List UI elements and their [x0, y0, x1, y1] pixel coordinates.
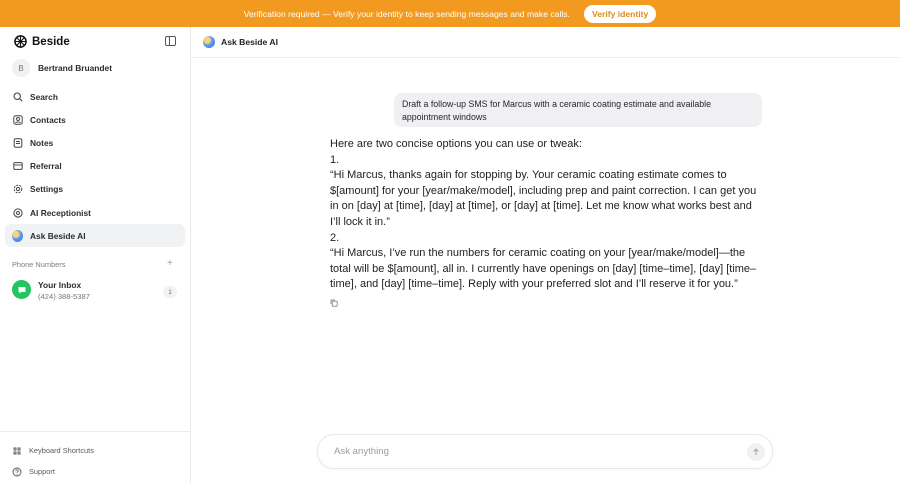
- verify-identity-button[interactable]: Verify identity: [584, 5, 656, 23]
- sidebar-item-ask-beside-ai[interactable]: [5, 224, 185, 247]
- main-panel: [191, 27, 900, 484]
- sidebar-item-label: AI Receptionist: [30, 207, 91, 218]
- inbox-phone-number: (424) 388-5387: [38, 292, 90, 301]
- sidebar-item-contacts[interactable]: [5, 108, 185, 131]
- notes-icon: [12, 137, 23, 148]
- phone-numbers-heading: Phone Numbers: [12, 260, 66, 269]
- sidebar-item-label: Ask Beside AI: [30, 230, 86, 241]
- response-intro: Here are two concise options you can use or tweak:: [330, 138, 582, 150]
- option-number: 2.: [330, 231, 340, 244]
- verification-banner: [0, 0, 900, 27]
- chat-composer: [317, 434, 773, 469]
- sidebar: [0, 27, 191, 484]
- copy-icon[interactable]: [330, 297, 338, 305]
- inbox-title: Your Inbox: [38, 280, 82, 290]
- foot-item-label: Support: [29, 467, 55, 476]
- sidebar-item-notes[interactable]: [5, 131, 185, 154]
- banner-message: Verification required — Verify your identity to keep sending messages and make calls.: [243, 8, 570, 19]
- keyboard-icon: [12, 446, 22, 456]
- inbox-chat-icon: [12, 280, 31, 299]
- ai-orb-icon: [12, 230, 23, 241]
- assistant-response: [330, 137, 765, 305]
- collapse-sidebar-icon[interactable]: [165, 36, 176, 46]
- sidebar-item-label: Notes: [30, 137, 54, 148]
- foot-item-label: Keyboard Shortcuts: [29, 446, 94, 455]
- option-text: “Hi Marcus, I’ve run the numbers for ceramic coating on your [year/make/model]—the total will be $[amount], all in. I currently have openings on [day] [time–time], [day] [time–time], and [day] [time–time]. Reply with your preferred slot and I’ll reserve it for you.”: [330, 247, 757, 291]
- chat-header: [191, 27, 900, 58]
- keyboard-shortcuts-link[interactable]: [0, 440, 190, 461]
- sidebar-item-settings[interactable]: [5, 178, 185, 201]
- referral-icon: [12, 161, 23, 172]
- option-number: 1.: [330, 153, 340, 166]
- help-icon: [12, 467, 22, 477]
- add-phone-number-icon[interactable]: +: [167, 258, 173, 269]
- receptionist-icon: [12, 207, 23, 218]
- inbox-item[interactable]: [12, 280, 182, 301]
- brand-logo[interactable]: [14, 35, 70, 48]
- page-title: Ask Beside AI: [221, 37, 278, 47]
- arrow-up-icon: [752, 448, 760, 456]
- sidebar-item-referral[interactable]: [5, 155, 185, 178]
- sidebar-item-search[interactable]: [5, 85, 185, 108]
- brand-name: Beside: [32, 35, 70, 48]
- sidebar-nav: [5, 85, 185, 247]
- sidebar-item-label: Settings: [30, 184, 64, 195]
- support-link[interactable]: [0, 461, 190, 482]
- search-icon: [12, 91, 23, 102]
- user-name: Bertrand Bruandet: [38, 63, 112, 73]
- option-text: “Hi Marcus, thanks again for stopping by. Your ceramic coating estimate comes to $[amount] for your [year/make/model], including prep and paint correction. I can get you in on [day] at [time], [day] at [time], or [day] at [time]. Let me know what works best and I’ll lock it in.”: [330, 169, 757, 228]
- avatar: B: [12, 59, 30, 77]
- contacts-icon: [12, 114, 23, 125]
- sidebar-item-label: Referral: [30, 161, 62, 172]
- inbox-unread-badge: 1: [163, 286, 177, 298]
- gear-icon: [12, 184, 23, 195]
- response-option: [330, 153, 765, 231]
- sidebar-footer: [0, 431, 190, 482]
- user-message-bubble: Draft a follow-up SMS for Marcus with a ceramic coating estimate and available appointment windows: [394, 93, 762, 127]
- sidebar-item-label: Contacts: [30, 114, 66, 125]
- sidebar-item-label: Search: [30, 91, 58, 102]
- ask-input[interactable]: [334, 446, 714, 457]
- user-profile[interactable]: [12, 59, 112, 77]
- response-option: [330, 231, 765, 293]
- sidebar-item-ai-receptionist[interactable]: [5, 201, 185, 224]
- ai-orb-icon: [203, 36, 215, 48]
- beside-logo-icon: [14, 35, 27, 48]
- send-button[interactable]: [747, 443, 765, 461]
